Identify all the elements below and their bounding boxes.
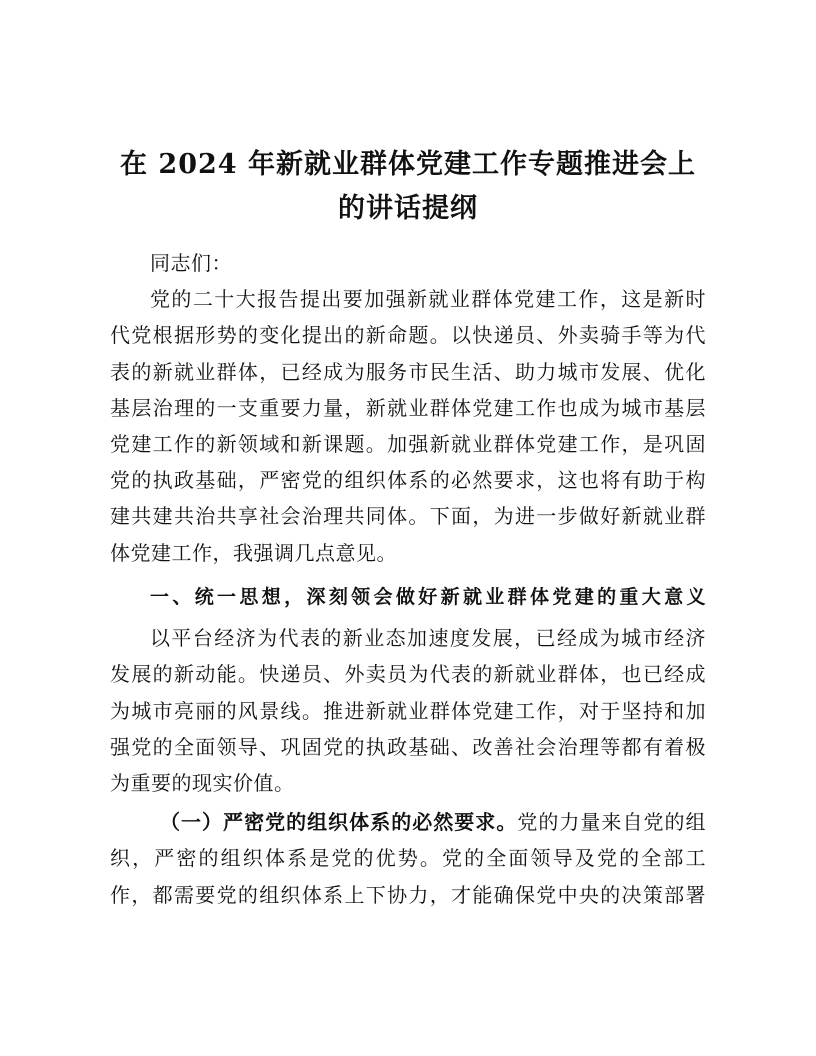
paragraph-line: 代党根据形势的变化提出的新命题。以快递员、外卖骑手等为代 (110, 323, 706, 347)
paragraph-line: 体党建工作，我强调几点意见。 (110, 541, 397, 565)
greeting: 同志们： (150, 251, 232, 275)
paragraph-line: 发展的新动能。快递员、外卖员为代表的新就业群体，也已经成 (110, 662, 706, 686)
paragraph-line: 作，都需要党的组织体系上下协力，才能确保党中央的决策部署 (110, 883, 706, 907)
paragraph-line: 党的执政基础，严密党的组织体系的必然要求，这也将有助于构 (110, 468, 706, 492)
paragraph-line: 党建工作的新领域和新课题。加强新就业群体党建工作，是巩固 (110, 432, 706, 456)
paragraph-line: 强党的全面领导、巩固党的执政基础、改善社会治理等都有着极 (110, 735, 706, 759)
section-heading: 一、统一思想，深刻领会做好新就业群体党建的重大意义 (150, 586, 706, 608)
paragraph-line: 表的新就业群体，已经成为服务市民生活、助力城市发展、优化 (110, 360, 706, 384)
paragraph-line: 为重要的现实价值。 (110, 771, 295, 795)
subsection-lead-rest: 党的力量来自党的组 (517, 810, 707, 834)
document-title-line-1: 在 2024 年新就业群体党建工作专题推进会上 (120, 149, 696, 180)
subsection-lead: （一）严密党的组织体系的必然要求。 (160, 810, 518, 834)
paragraph-line: 以平台经济为代表的新业态加速度发展，已经成为城市经济 (150, 626, 706, 650)
paragraph-line: 党的二十大报告提出要加强新就业群体党建工作，这是新时 (150, 287, 706, 311)
paragraph-line: 为城市亮丽的风景线。推进新就业群体党建工作，对于坚持和加 (110, 699, 706, 723)
paragraph-line: 建共建共治共享社会治理共同体。下面，为进一步做好新就业群 (110, 504, 706, 528)
paragraph-line: 织，严密的组织体系是党的优势。党的全面领导及党的全部工 (110, 846, 706, 870)
subsection-lead-line (160, 805, 706, 839)
document-title-line-2: 的讲话提纲 (338, 193, 478, 224)
paragraph-line: 基层治理的一支重要力量，新就业群体党建工作也成为城市基层 (110, 396, 706, 420)
